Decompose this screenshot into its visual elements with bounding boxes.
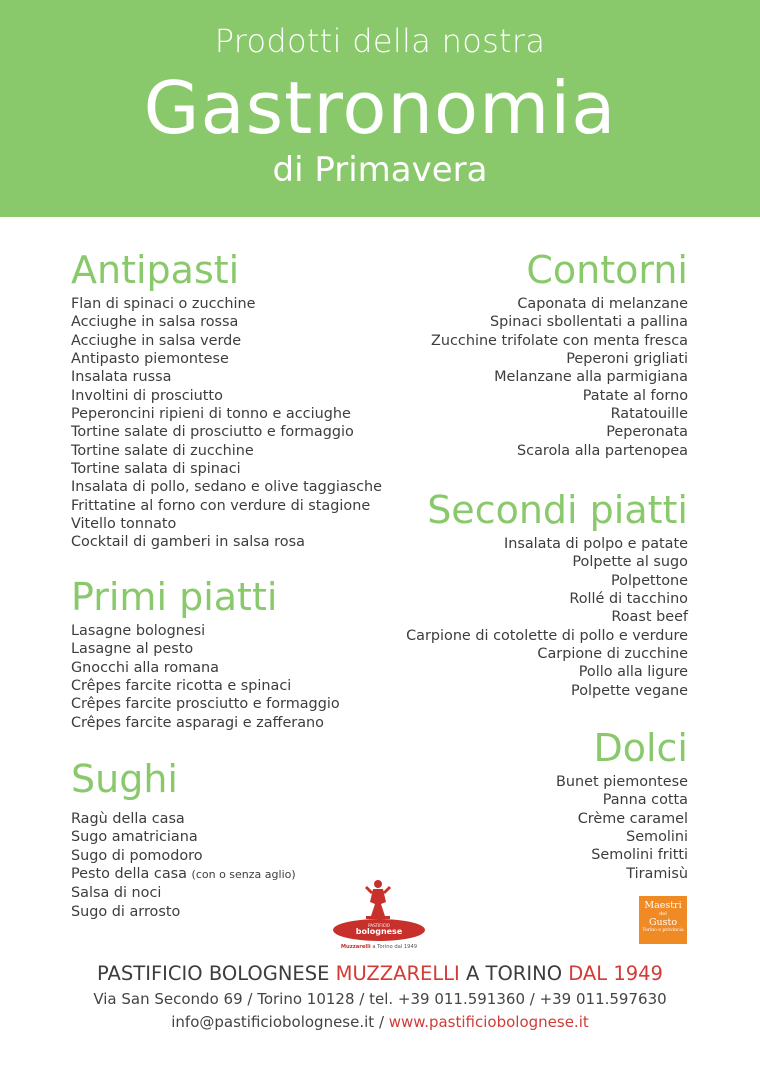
menu-item: Sugo di arrosto <box>71 903 181 920</box>
section-title: Sughi <box>71 757 178 801</box>
menu-list <box>348 295 688 460</box>
menu-item: Spinaci sbollentati a pallina <box>489 314 688 331</box>
website-link[interactable]: www.pastificiobolognese.it <box>388 1013 589 1031</box>
menu-item: Caponata di melanzane <box>517 296 688 312</box>
menu-item: Rollé di tacchino <box>569 591 688 608</box>
menu-item: Patate al forno <box>582 387 688 404</box>
section-title: Antipasti <box>71 248 240 292</box>
menu-item: Tortine salate di zucchine <box>71 442 254 459</box>
pastificio-logo <box>331 876 427 951</box>
menu-item: Flan di spinaci o zucchine <box>71 296 256 312</box>
menu-item: Vitello tonnato <box>71 516 177 533</box>
menu-item: Insalata di polpo e patate <box>503 536 688 552</box>
menu-item: Scarola alla partenopea <box>517 442 688 459</box>
menu-item: Sugo di pomodoro <box>71 847 203 864</box>
company-family: MUZZARELLI <box>335 962 460 985</box>
menu-item: Gnocchi alla romana <box>71 659 219 676</box>
section-title: Contorni <box>526 248 688 292</box>
company-name: PASTIFICIO BOLOGNESE <box>97 962 336 985</box>
menu-item: Zucchine trifolate con menta fresca <box>431 332 688 349</box>
logo-brand-top: PASTIFICIO <box>368 923 390 928</box>
badge-line2: del <box>659 911 667 917</box>
menu-item: Carpione di zucchine <box>537 646 688 663</box>
menu-item: Acciughe in salsa rossa <box>71 314 239 331</box>
maestri-del-gusto-badge <box>639 896 687 944</box>
menu-item: Bunet piemontese <box>556 774 688 790</box>
menu-item-note: (con o senza aglio) <box>191 868 296 882</box>
menu-item: Ratatouille <box>610 406 688 423</box>
logo-sub-red: Muzzarelli <box>340 944 371 950</box>
section-dolci <box>348 726 688 883</box>
menu-item: Salsa di noci <box>71 885 162 902</box>
header-subtitle: Prodotti della nostra <box>214 22 546 60</box>
menu-item: Antipasto piemontese <box>71 351 229 368</box>
menu-item: Lasagne al pesto <box>71 641 194 658</box>
company-city: A TORINO <box>459 962 569 985</box>
footer-address: Via San Secondo 69 / Torino 10128 / tel. +39 011.591360 / +39 011.597630 <box>93 990 667 1008</box>
menu-item: Crêpes farcite asparagi e zafferano <box>71 714 324 731</box>
section-contorni <box>348 248 688 460</box>
header-banner <box>0 0 760 217</box>
menu-item: Crêpes farcite ricotta e spinaci <box>71 678 292 695</box>
footer-company <box>0 962 760 985</box>
logo-sub-rest: a Torino dal 1949 <box>370 944 418 950</box>
menu-item: Involtini di prosciutto <box>71 387 223 404</box>
badge-line1: Maestri <box>644 900 682 911</box>
menu-item: Polpette vegane <box>571 682 688 699</box>
menu-item: Tortine salata di spinaci <box>71 461 241 478</box>
header-season: di Primavera <box>272 150 488 190</box>
menu-item: Polpette al sugo <box>572 554 688 571</box>
section-secondi <box>348 488 688 700</box>
section-title: Primi piatti <box>71 575 278 619</box>
company-since: DAL 1949 <box>568 962 663 985</box>
menu-item: Insalata di pollo, sedano e olive taggiasche <box>71 479 383 496</box>
menu-item: Crêpes farcite prosciutto e formaggio <box>71 696 340 713</box>
logo-brand: bolognese <box>355 927 403 936</box>
badge-line3: Gusto <box>648 917 678 928</box>
menu-item: Peperoni grigliati <box>566 351 688 368</box>
menu-item: Insalata russa <box>71 369 172 386</box>
menu-item: Pollo alla ligure <box>578 664 688 681</box>
menu-item: Semolini <box>626 829 688 846</box>
header-title: Gastronomia <box>143 66 617 150</box>
separator: / <box>374 1013 389 1031</box>
menu-item-label: Pesto della casa <box>71 866 187 883</box>
menu-item: Cocktail di gamberi in salsa rosa <box>71 534 305 551</box>
badge-line4: Torino e provincia <box>642 928 684 933</box>
menu-item: Frittatine al forno con verdure di stagione <box>71 497 371 514</box>
section-title: Dolci <box>593 726 688 770</box>
menu-item: Roast beef <box>611 609 688 626</box>
menu-list <box>348 773 688 883</box>
menu-item: Peperoncini ripieni di tonno e acciughe <box>71 406 351 423</box>
menu-item: Tortine salate di prosciutto e formaggio <box>71 424 354 441</box>
menu-item: Carpione di cotolette di pollo e verdure <box>406 627 688 644</box>
menu-item: Polpettone <box>610 572 688 589</box>
menu-item: Panna cotta <box>602 792 688 809</box>
figure-icon <box>365 880 391 919</box>
section-title: Secondi piatti <box>427 488 688 532</box>
menu-item: Crème caramel <box>577 810 688 827</box>
menu-item: Melanzane alla parmigiana <box>494 369 688 386</box>
menu-item: Tiramisù <box>626 865 688 882</box>
logo-subline <box>341 944 417 950</box>
menu-item: Semolini fritti <box>591 847 688 864</box>
footer-contacts <box>0 1013 760 1031</box>
menu-item: Ragù della casa <box>71 811 185 827</box>
menu-item: Lasagne bolognesi <box>71 623 206 639</box>
menu-item: Peperonata <box>606 424 688 441</box>
menu-list <box>348 535 688 700</box>
menu-item: Acciughe in salsa verde <box>71 332 242 349</box>
email-link[interactable]: info@pastificiobolognese.it <box>171 1013 375 1031</box>
menu-item: Sugo amatriciana <box>71 829 198 846</box>
